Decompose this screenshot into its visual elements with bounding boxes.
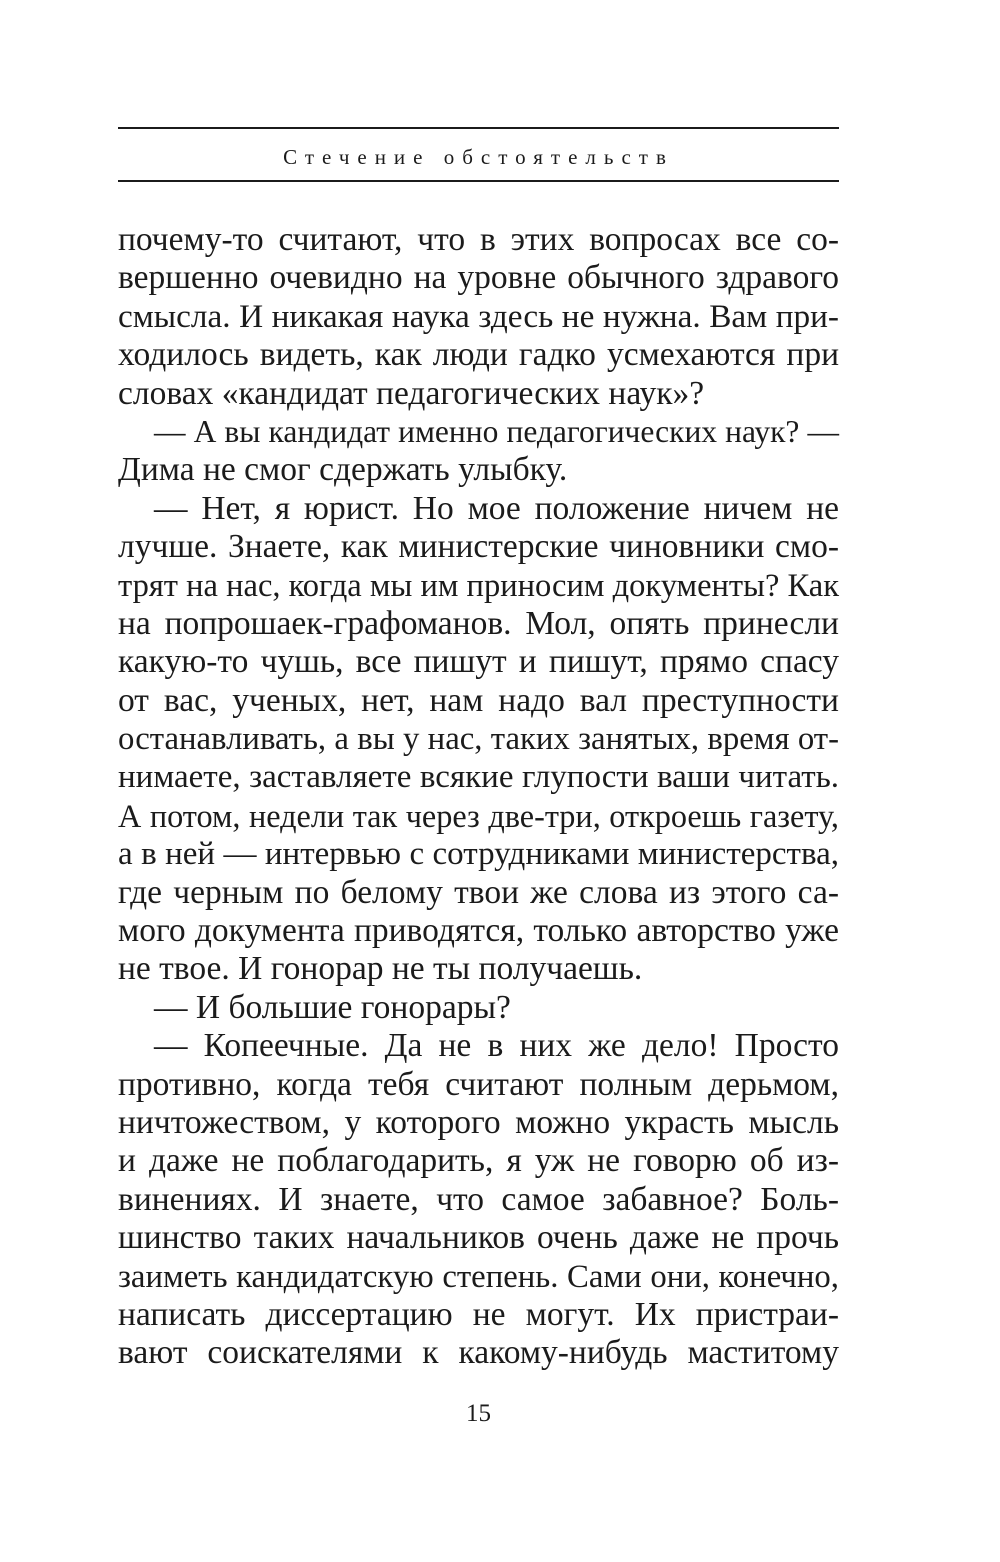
text-line: лучше. Знаете, как министерские чиновники смо-: [118, 528, 839, 566]
text-line: Дима не смог сдержать улыбку.: [118, 451, 568, 489]
text-line: — И большие гонорары?: [154, 988, 511, 1026]
text-line: смысла. И никакая наука здесь не нужна. Вам при-: [118, 297, 839, 335]
text-line: какую-то чушь, все пишут и пишут, прямо спасу: [118, 643, 839, 681]
header-rule-bottom: [118, 180, 839, 182]
text-line: — Нет, я юрист. Но мое положение ничем не: [154, 489, 839, 527]
text-line: словах «кандидат педагогических наук»?: [118, 374, 705, 412]
text-line: а в ней — интервью с сотрудниками министерства,: [118, 836, 839, 873]
text-line: и даже не поблагодарить, я уж не говорю об из-: [118, 1142, 839, 1180]
text-line: заиметь кандидатскую степень. Сами они, конечно,: [118, 1258, 839, 1295]
text-line: нимаете, заставляете всякие глупости ваши читать.: [118, 759, 839, 796]
header-rule-top: [118, 127, 839, 129]
text-line: противно, когда тебя считают полным дерьмом,: [118, 1065, 839, 1103]
text-line: не твое. И гонорар не ты получаешь.: [118, 950, 643, 988]
text-line: ничтожеством, у которого можно украсть мысль: [118, 1103, 839, 1141]
text-line: вают соискателями к какому-нибудь маститому: [118, 1334, 839, 1372]
page-number: 15: [466, 1400, 491, 1427]
text-line: мого документа приводятся, только авторство уже: [118, 912, 839, 950]
text-line: на попрошаек-графоманов. Мол, опять принесли: [118, 604, 839, 642]
text-line: ходилось видеть, как люди гадко усмехаются при: [118, 336, 839, 374]
text-line: где черным по белому твои же слова из этого са-: [118, 873, 839, 911]
text-line: А потом, недели так через две-три, откроешь газету,: [118, 797, 839, 834]
text-line: шинство таких начальников очень даже не прочь: [118, 1219, 839, 1257]
text-line: вершенно очевидно на уровне обычного здравого: [118, 259, 839, 297]
body-text: [118, 221, 839, 1373]
text-line: от вас, ученых, нет, нам надо вал преступности: [118, 681, 839, 719]
text-line: останавливать, а вы у нас, таких занятых, время от-: [118, 721, 839, 758]
text-line: — А вы кандидат именно педагогических наук? —: [154, 413, 839, 449]
running-head: Стечение обстоятельств: [283, 145, 674, 169]
text-line: трят на нас, когда мы им приносим документы? Как: [118, 567, 839, 604]
text-line: написать диссертацию не могут. Их пристраи-: [118, 1295, 839, 1333]
text-line: винениях. И знаете, что самое забавное? Боль-: [118, 1180, 839, 1218]
text-line: — Копеечные. Да не в них же дело! Просто: [154, 1027, 839, 1065]
text-line: почему-то считают, что в этих вопросах все со-: [118, 221, 839, 258]
